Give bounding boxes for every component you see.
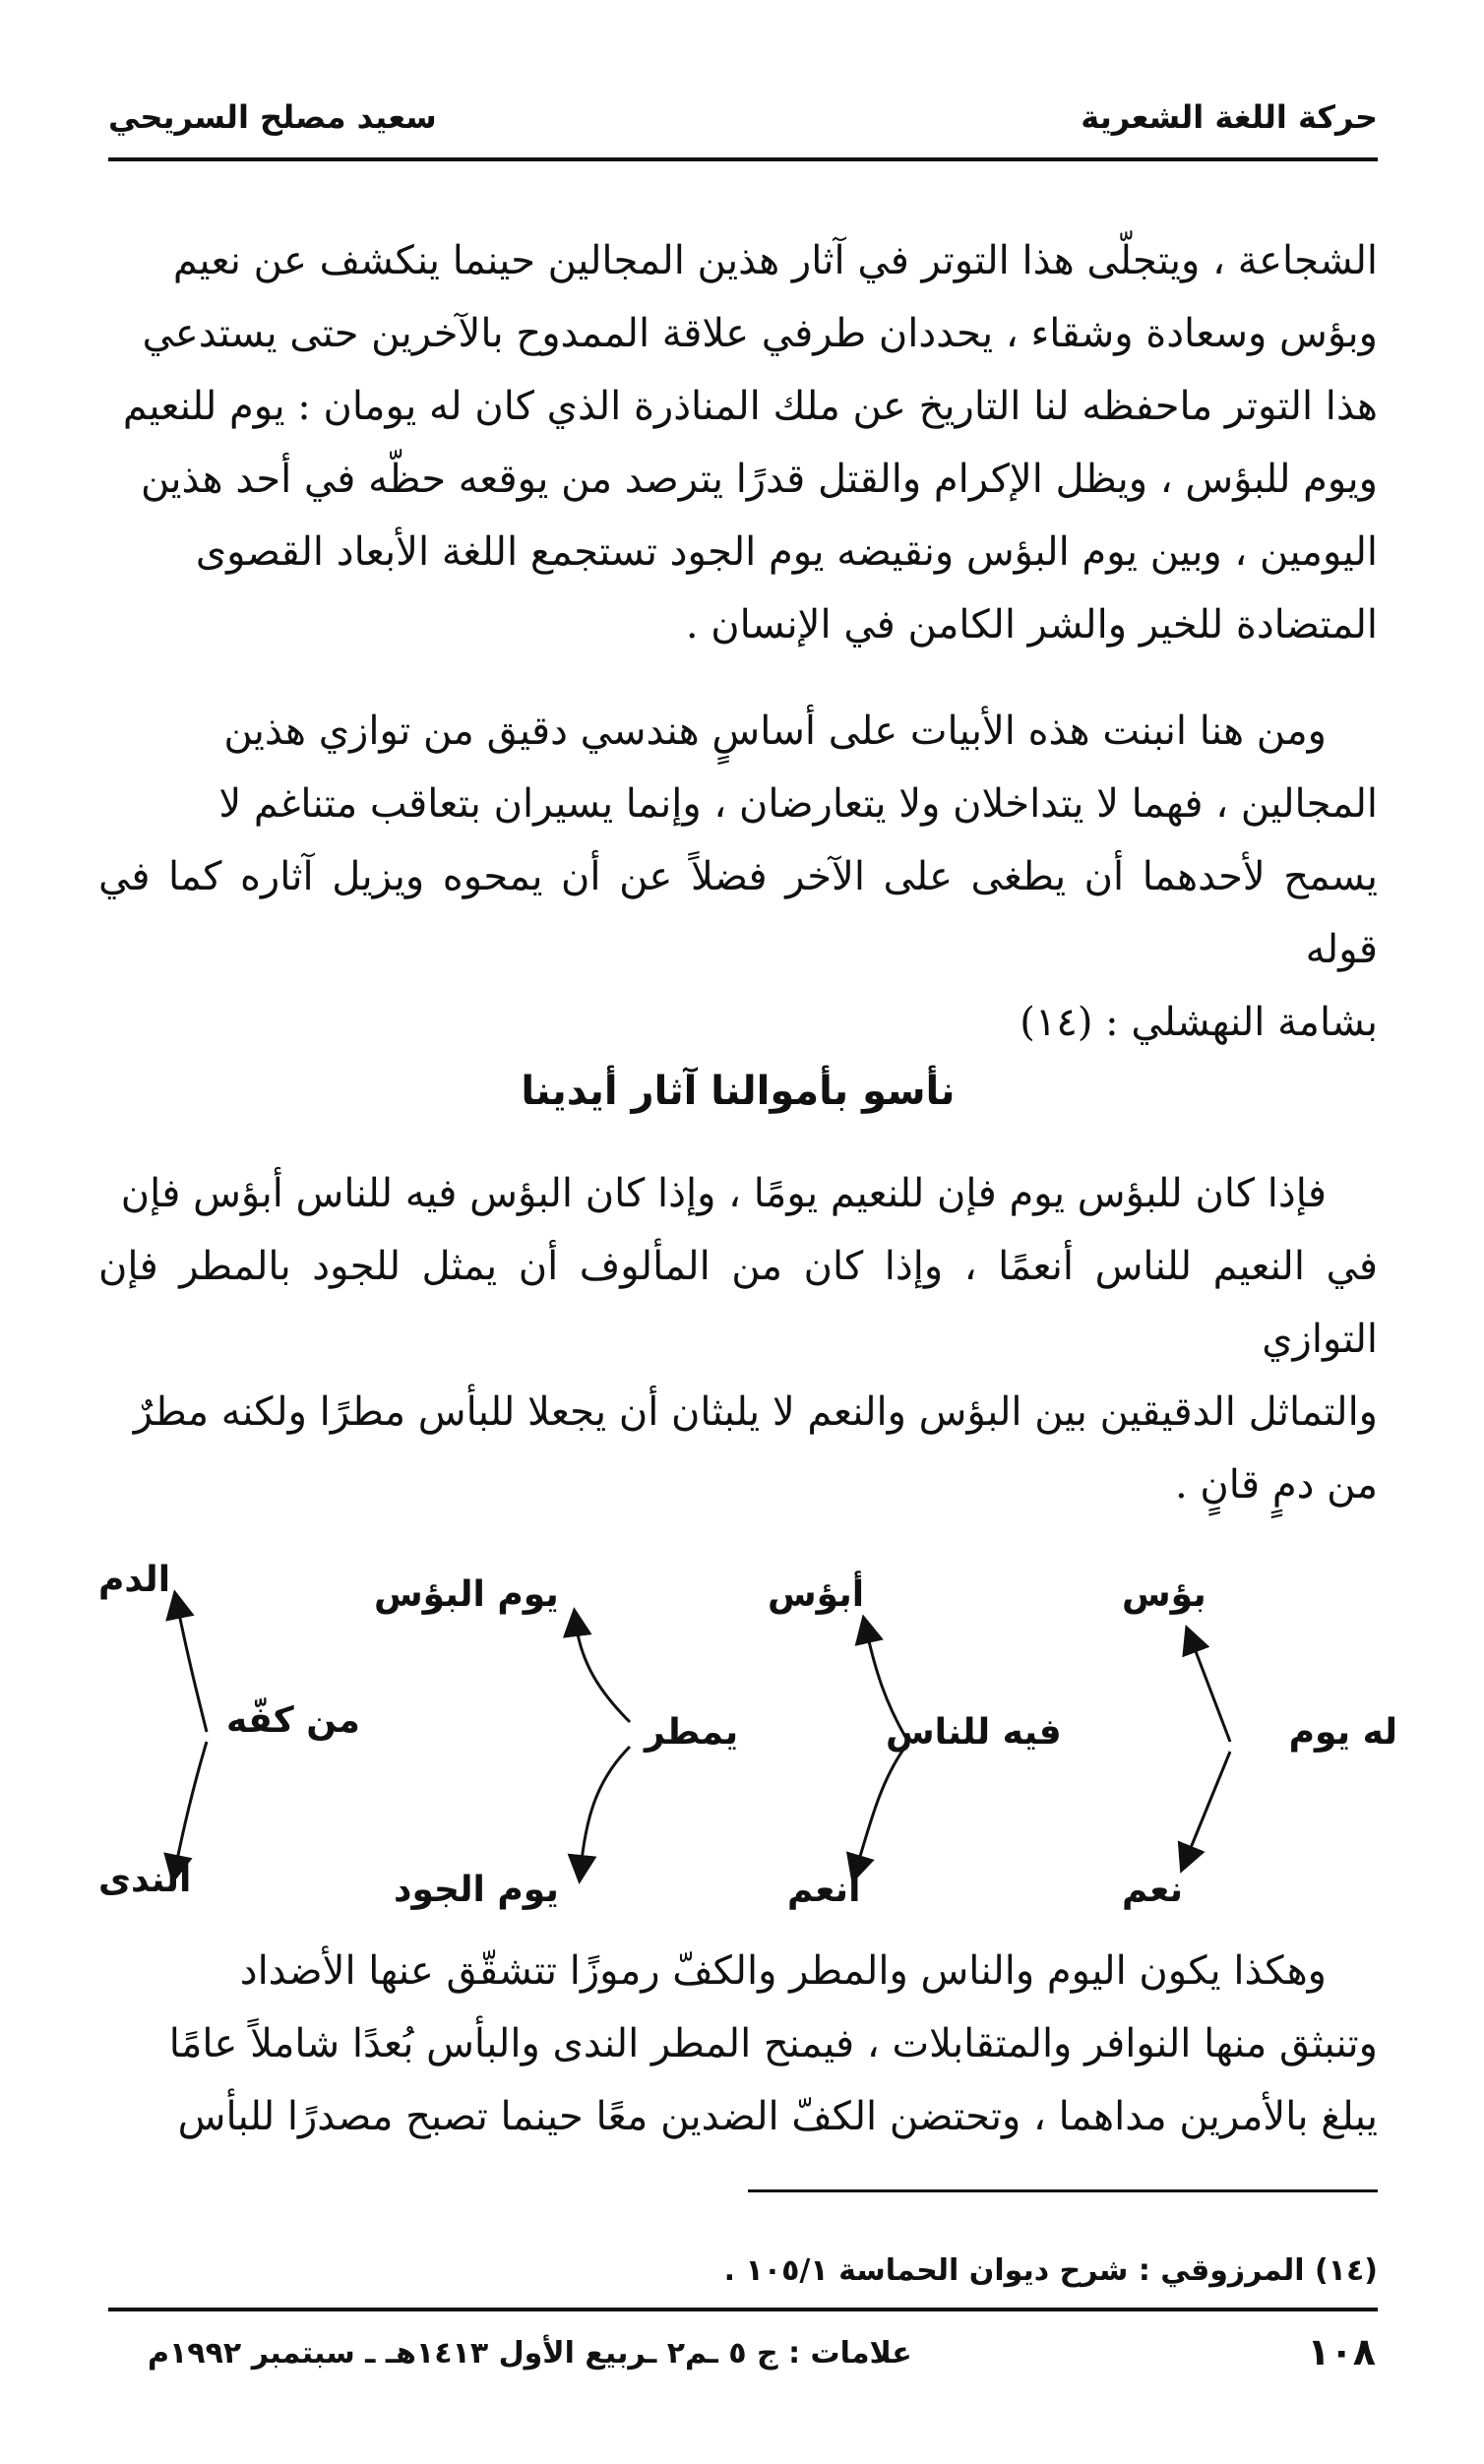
arrow-down-4 (175, 1742, 207, 1870)
text-line: من دمٍ قانٍ . (1175, 1462, 1378, 1508)
text-line: هذا التوتر ماحفظه لنا التاريخ عن ملك المناذرة الذي كان له يومان : يوم للنعيم (122, 384, 1378, 429)
diagram-bottom-3: يوم الجود (394, 1870, 559, 1910)
arrow-down-3 (581, 1747, 630, 1870)
text-line: يسمح لأحدهما أن يطغى على الآخر فضلاً عن أن يمحوه ويزيل آثاره كما في قوله (98, 854, 1378, 972)
page-number: ١٠٨ (1307, 2330, 1376, 2373)
diagram-top-4: الدم (98, 1560, 171, 1600)
footer-divider (108, 2308, 1378, 2311)
text-line: اليومين ، وبين يوم البؤس ونقيضه يوم الجود تستجمع اللغة الأبعاد القصوى (195, 529, 1378, 575)
diagram-center-3: يمطر (645, 1712, 739, 1753)
arrow-down-1 (1186, 1752, 1230, 1860)
text-line: ومن هنا انبنت هذه الأبيات على أساسٍ هندسي دقيق من توازي هذين (223, 708, 1327, 754)
paragraph-4 (98, 1935, 1378, 2153)
running-author: سعيد مصلح السريحي (108, 98, 437, 136)
arrow-up-1 (1191, 1638, 1230, 1742)
text-line: وهكذا يكون اليوم والناس والمطر والكفّ رموزًا تتشقّق عنها الأضداد (239, 1948, 1327, 1994)
text-line: في النعيم للناس أنعمًا ، وإذا كان من المألوف أن يمثل للجود بالمطر فإن التوازي (98, 1244, 1378, 1362)
arrow-up-4 (177, 1604, 207, 1732)
text-line: المتضادة للخير والشر الكامن في الإنسان . (685, 602, 1378, 647)
diagram-top-2: أبؤس (768, 1574, 865, 1615)
running-title: حركة اللغة الشعرية (1081, 98, 1378, 136)
diagram-bottom-1: نعم (1122, 1870, 1184, 1910)
paragraph-1 (98, 224, 1378, 661)
parallelism-diagram (79, 1545, 1397, 1939)
diagram-bottom-2: أنعم (787, 1870, 861, 1910)
arrow-down-2 (856, 1747, 905, 1870)
text-line: والتماثل الدقيقين بين البؤس والنعم لا يلبثان أن يجعلا للبأس مطرًا ولكنه مطرٌ (133, 1389, 1378, 1435)
diagram-bottom-4: الندى (98, 1860, 192, 1900)
text-line: بشامة النهشلي : (١٤) (1020, 1000, 1378, 1045)
paragraph-3 (98, 1157, 1378, 1521)
diagram-center-1: له يوم (1288, 1712, 1397, 1753)
text-line: وبؤس وسعادة وشقاء ، يحددان طرفي علاقة الممدوح بالآخرين حتى يستدعي (142, 311, 1378, 356)
journal-info: علامات : ج ٥ ـم٢ ـربيع الأول ١٤١٣هـ ـ سبتمبر ١٩٩٢م (148, 2336, 912, 2371)
diagram-center-4: من كفّه (226, 1700, 360, 1741)
page-header (108, 91, 1378, 161)
verse-quote: نأسو بأموالنا آثار أيدينا (521, 1069, 956, 1114)
text-line: ويوم للبؤس ، ويظل الإكرام والقتل قدرًا يترصد من يوقعه حظّه في أحد هذين (140, 457, 1378, 502)
diagram-top-1: بؤس (1122, 1574, 1206, 1615)
text-line: المجالين ، فهما لا يتداخلان ولا يتعارضان ، وإنما يسيران بتعاقب متناغم لا (218, 781, 1378, 827)
text-line: وتنبثق منها النوافر والمتقابلات ، فيمنح المطر الندى والبأس بُعدًا شاملاً عامًا (168, 2021, 1378, 2066)
footnote-14: (١٤) المرزوقي : شرح ديوان الحماسة ١٠٥/١ . (723, 2253, 1378, 2288)
text-line: فإذا كان للبؤس يوم فإن للنعيم يومًا ، وإذا كان البؤس فيه للناس أبؤس فإن (120, 1171, 1327, 1216)
paragraph-2 (98, 695, 1378, 1059)
diagram-top-3: يوم البؤس (374, 1574, 559, 1615)
text-line: يبلغ بالأمرين مداهما ، وتحتضن الكفّ الضدين معًا حينما تصبح مصدرًا للبأس (177, 2094, 1378, 2139)
diagram-center-2: فيه للناس (886, 1712, 1062, 1753)
arrow-up-3 (576, 1622, 630, 1722)
footnote-divider (748, 2189, 1378, 2192)
text-line: الشجاعة ، ويتجلّى هذا التوتر في آثار هذين المجالين حينما ينكشف عن نعيم (172, 238, 1378, 283)
